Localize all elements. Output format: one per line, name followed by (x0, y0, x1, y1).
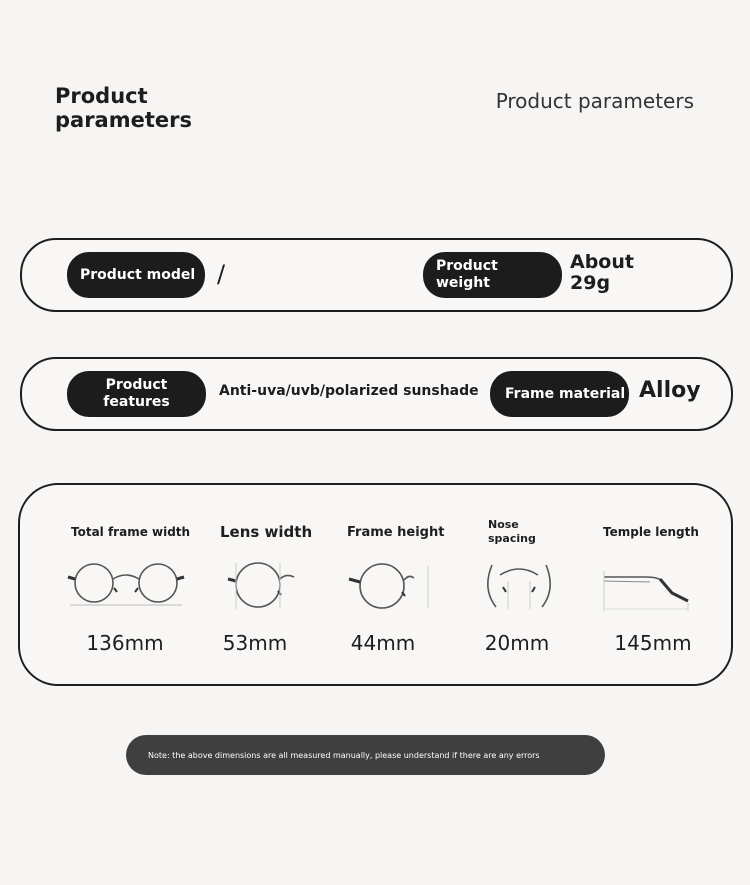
spec-card-model-weight (20, 238, 733, 312)
spec-card-features-material (20, 357, 733, 431)
nose-spacing-value: 20mm (484, 631, 550, 655)
page-title: Product parameters (55, 84, 192, 132)
dimensions-card (18, 483, 733, 686)
disclaimer-note-text: Note: the above dimensions are all measured manually, please understand if there are any errors (148, 750, 540, 760)
frame-material-label (490, 371, 629, 417)
frame-material-label-text: Frame material (505, 385, 626, 402)
total-frame-width-label: Total frame width (71, 525, 191, 539)
front-glasses-icon (66, 559, 186, 609)
disclaimer-note (126, 735, 605, 775)
frame-material-value: Alloy (639, 378, 701, 403)
frame-height-label: Frame height (347, 525, 445, 540)
product-weight-label (423, 252, 562, 298)
product-weight-label-text: Product weight (436, 258, 498, 291)
page-title-secondary: Product parameters (495, 89, 694, 113)
product-model-value: / (217, 260, 226, 288)
temple-length-value: 145mm (614, 631, 692, 655)
frame-height-value: 44mm (350, 631, 416, 655)
lens-width-label: Lens width (220, 523, 313, 541)
product-model-label (67, 252, 205, 298)
product-features-value: Anti-uva/uvb/polarized sunshade (219, 383, 479, 399)
product-model-label-text: Product model (80, 266, 196, 283)
lens-icon (226, 561, 296, 611)
lens-width-value: 53mm (222, 631, 288, 655)
temple-arm-icon (602, 565, 694, 615)
total-frame-width-value: 136mm (86, 631, 164, 655)
product-features-label (67, 371, 206, 417)
product-features-label-text: Product features (103, 377, 170, 410)
frame-height-icon (346, 562, 432, 612)
temple-length-label: Temple length (603, 525, 699, 539)
product-weight-value: About 29g (570, 251, 634, 294)
nose-spacing-label: Nose spacing (488, 518, 536, 545)
nose-bridge-icon (486, 561, 552, 611)
